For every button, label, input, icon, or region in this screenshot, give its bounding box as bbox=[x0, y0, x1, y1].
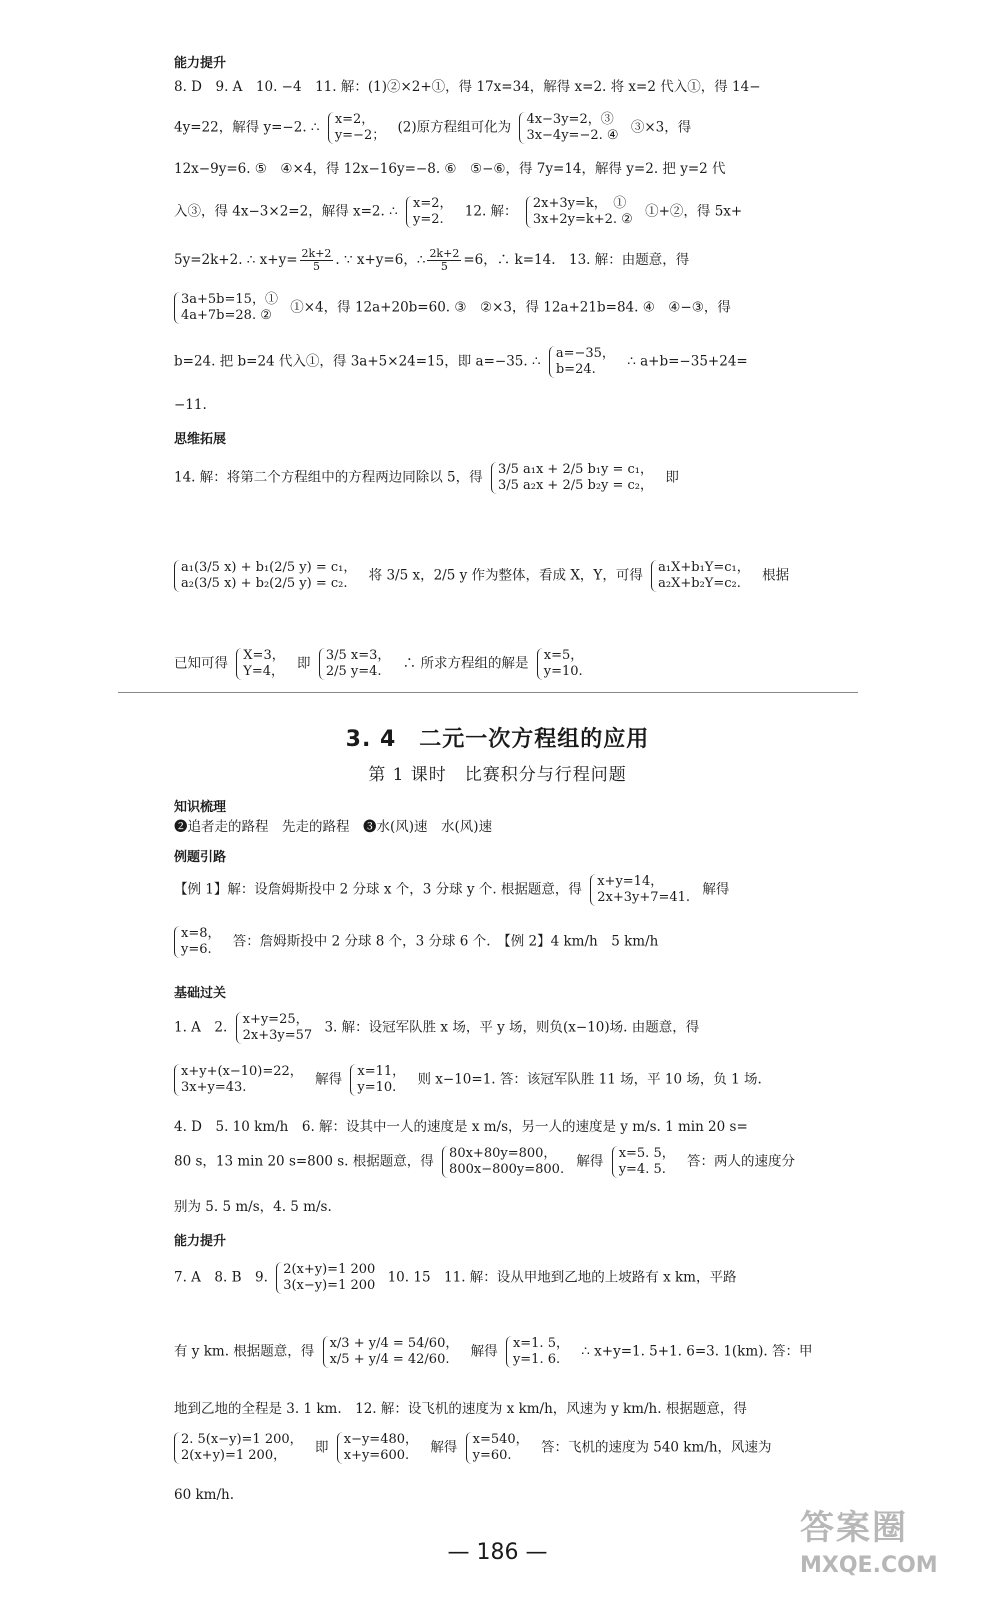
equation-system: x=1. 5， y=1. 6. bbox=[506, 1336, 573, 1368]
equation-system: 3a+5b=15，① 4a+7b=28. ② bbox=[174, 292, 282, 324]
text-line: −11. bbox=[174, 397, 207, 413]
section-heading: 能力提升 bbox=[174, 56, 227, 71]
text-line: 80 s，13 min 20 s=800 s. 根据题意，得 80x+80y=800， 800x−800y=800. 解得 x=5. 5， y=4. 5. 答：两人的速度分 bbox=[174, 1146, 796, 1177]
equation-system: x=540， y=60. bbox=[466, 1432, 533, 1464]
equation-system: x=8， y=6. bbox=[174, 926, 225, 958]
divider bbox=[118, 692, 858, 693]
equation-system: a₁X+b₁Y=c₁， a₂X+b₂Y=c₂. bbox=[651, 560, 754, 592]
text-line: 60 km/h. bbox=[174, 1487, 234, 1503]
equation-system: x+y=14， 2x+3y+7=41. bbox=[590, 874, 694, 906]
text-line: 地到乙地的全程是 3. 1 km. 12. 解：设飞机的速度为 x km/h，风速为 y km/h. 根据题意，得 bbox=[174, 1401, 747, 1417]
text-line: ❷追者走的路程 先走的路程 ❸水(风)速 水(风)速 bbox=[174, 819, 493, 835]
equation-system: x=11， y=10. bbox=[350, 1064, 409, 1096]
equation-system: 2. 5(x−y)=1 200， 2(x+y)=1 200， bbox=[174, 1432, 307, 1464]
text-line: 8. D 9. A 10. −4 11. 解：(1)②×2+①，得 17x=34，解得 x=2. 将 x=2 代入①，得 14− bbox=[174, 79, 761, 95]
equation-system: X=3， Y=4， bbox=[236, 648, 288, 680]
equation-system: x=2， y=−2； bbox=[328, 112, 389, 144]
equation-system: x/3 + y/4 = 54/60， x/5 + y/4 = 42/60. bbox=[323, 1336, 463, 1368]
equation-system: x+y+(x−10)=22， 3x+y=43. bbox=[174, 1064, 307, 1096]
text-line: x+y+(x−10)=22， 3x+y=43. 解得 x=11， y=10. 则 x−10=1. 答：该冠军队胜 11 场，平 10 场，负 1 场. bbox=[174, 1064, 806, 1096]
text-line: 1. A 2. x+y=25， 2x+3y=57 3. 解：设冠军队胜 x 场，平 y 场，则负(x−10)场. 由题意，得 bbox=[174, 1012, 700, 1043]
text-line: 别为 5. 5 m/s，4. 5 m/s. bbox=[174, 1199, 332, 1215]
section-title: 3. 4 二元一次方程组的应用 bbox=[345, 727, 650, 752]
section-heading: 基础过关 bbox=[174, 986, 227, 1001]
equation-system: x=2， y=2. bbox=[406, 196, 457, 228]
page-number: — 186 — bbox=[447, 1540, 548, 1565]
text-line: 12x−9y=6. ⑤ ④×4，得 12x−16y=−8. ⑥ ⑤−⑥，得 7y=14，解得 y=2. 把 y=2 代 bbox=[174, 161, 726, 177]
equation-system: x=5， y=10. bbox=[537, 648, 588, 680]
text-line: 2. 5(x−y)=1 200， 2(x+y)=1 200， 即 x−y=480， x+y=600. 解得 x=540， y=60. 答：飞机的速度为 540 km/h，风速为 bbox=[174, 1432, 806, 1464]
text-line: 有 y km. 根据题意，得 x/3 + y/4 = 54/60， x/5 + y/4 = 42/60. 解得 x=1. 5， y=1. 6. ∴ x+y=1. 5+1. 6=3. 1(km). 答：甲 bbox=[174, 1336, 813, 1367]
text-line: 5y=2k+2. ∴ x+y= $\frac{2k+2}{5}$ . ∵ x+y=6，∴ $\frac{2k+2}{5}$ =6，∴ k=14. 13. 解：由题意，得 bbox=[174, 247, 690, 273]
text-line: 4y=22，解得 y=−2. ∴ x=2， y=−2； (2)原方程组可化为 4x−3y=2，③ 3x−4y=−2. ④ ③×3，得 bbox=[174, 112, 692, 143]
equation-system: 4x−3y=2，③ 3x−4y=−2. ④ bbox=[519, 112, 622, 144]
text-line: 3a+5b=15，① 4a+7b=28. ② ①×4，得 12a+20b=60. ③ ②×3，得 12a+21b=84. ④ ④−③，得 bbox=[174, 292, 806, 324]
text-line: 入③，得 4x−3×2=2，解得 x=2. ∴ x=2， y=2. 12. 解： 2x+3y=k， ① 3x+2y=k+2. ② ①+②，得 5x+ bbox=[174, 196, 743, 227]
text-line: 【例 1】解：设詹姆斯投中 2 分球 x 个，3 分球 y 个. 根据题意，得 x+y=14， 2x+3y+7=41. 解得 bbox=[174, 874, 730, 905]
section-heading: 能力提升 bbox=[174, 1234, 227, 1249]
equation-system: x−y=480， x+y=600. bbox=[337, 1432, 422, 1464]
fraction: $\frac{2k+2}{5}$ bbox=[429, 247, 460, 273]
section-heading: 知识梳理 bbox=[174, 800, 227, 815]
text-line: b=24. 把 b=24 代入①，得 3a+5×24=15，即 a=−35. ∴ a=−35， b=24. ∴ a+b=−35+24= bbox=[174, 346, 748, 377]
equation-system: x+y=25， 2x+3y=57 bbox=[236, 1012, 317, 1044]
fraction: $\frac{2k+2}{5}$ bbox=[301, 247, 332, 273]
section-heading: 例题引路 bbox=[174, 850, 227, 865]
text-line: x=8， y=6. 答：詹姆斯投中 2 分球 8 个，3 分球 6 个. 【例 2】4 km/h 5 km/h bbox=[174, 926, 806, 958]
equation-system: a=−35， b=24. bbox=[549, 346, 619, 378]
lesson-title: 第 1 课时 比赛积分与行程问题 bbox=[368, 765, 627, 785]
site-watermark: 答案圈 MXQE.COM bbox=[800, 1508, 938, 1578]
equation-system: x=5. 5， y=4. 5. bbox=[612, 1146, 679, 1178]
text-line: a₁(3/5 x) + b₁(2/5 y) = c₁， a₂(3/5 x) + b₂(2/5 y) = c₂. 将 3/5 x，2/5 y 作为整体，看成 X，Y，可得 a₁X+b₁Y=c₁， a₂X+b₂Y=c₂. 根据 bbox=[174, 560, 806, 592]
section-heading: 思维拓展 bbox=[174, 432, 227, 447]
equation-system: 3/5 a₁x + 2/5 b₁y = c₁， 3/5 a₂x + 2/5 b₂y = c₂， bbox=[491, 462, 657, 494]
equation-system: 2(x+y)=1 200 3(x−y)=1 200 bbox=[276, 1262, 379, 1294]
text-line: 7. A 8. B 9. 2(x+y)=1 200 3(x−y)=1 200 10. 15 11. 解：设从甲地到乙地的上坡路有 x km，平路 bbox=[174, 1262, 737, 1293]
equation-system: 80x+80y=800， 800x−800y=800. bbox=[442, 1146, 568, 1178]
text-line: 4. D 5. 10 km/h 6. 解：设其中一人的速度是 x m/s，另一人的速度是 y m/s. 1 min 20 s= bbox=[174, 1119, 748, 1135]
equation-system: 3/5 x=3， 2/5 y=4. bbox=[319, 648, 395, 680]
equation-system: 2x+3y=k， ① 3x+2y=k+2. ② bbox=[526, 196, 637, 228]
equation-system: a₁(3/5 x) + b₁(2/5 y) = c₁， a₂(3/5 x) + b₂(2/5 y) = c₂. bbox=[174, 560, 360, 592]
text-line: 14. 解：将第二个方程组中的方程两边同除以 5，得 3/5 a₁x + 2/5 b₁y = c₁， 3/5 a₂x + 2/5 b₂y = c₂， 即 bbox=[174, 462, 679, 493]
text-line: 已知可得 X=3， Y=4， 即 3/5 x=3， 2/5 y=4. ∴ 所求方程组的解是 x=5， y=10. bbox=[174, 648, 806, 680]
